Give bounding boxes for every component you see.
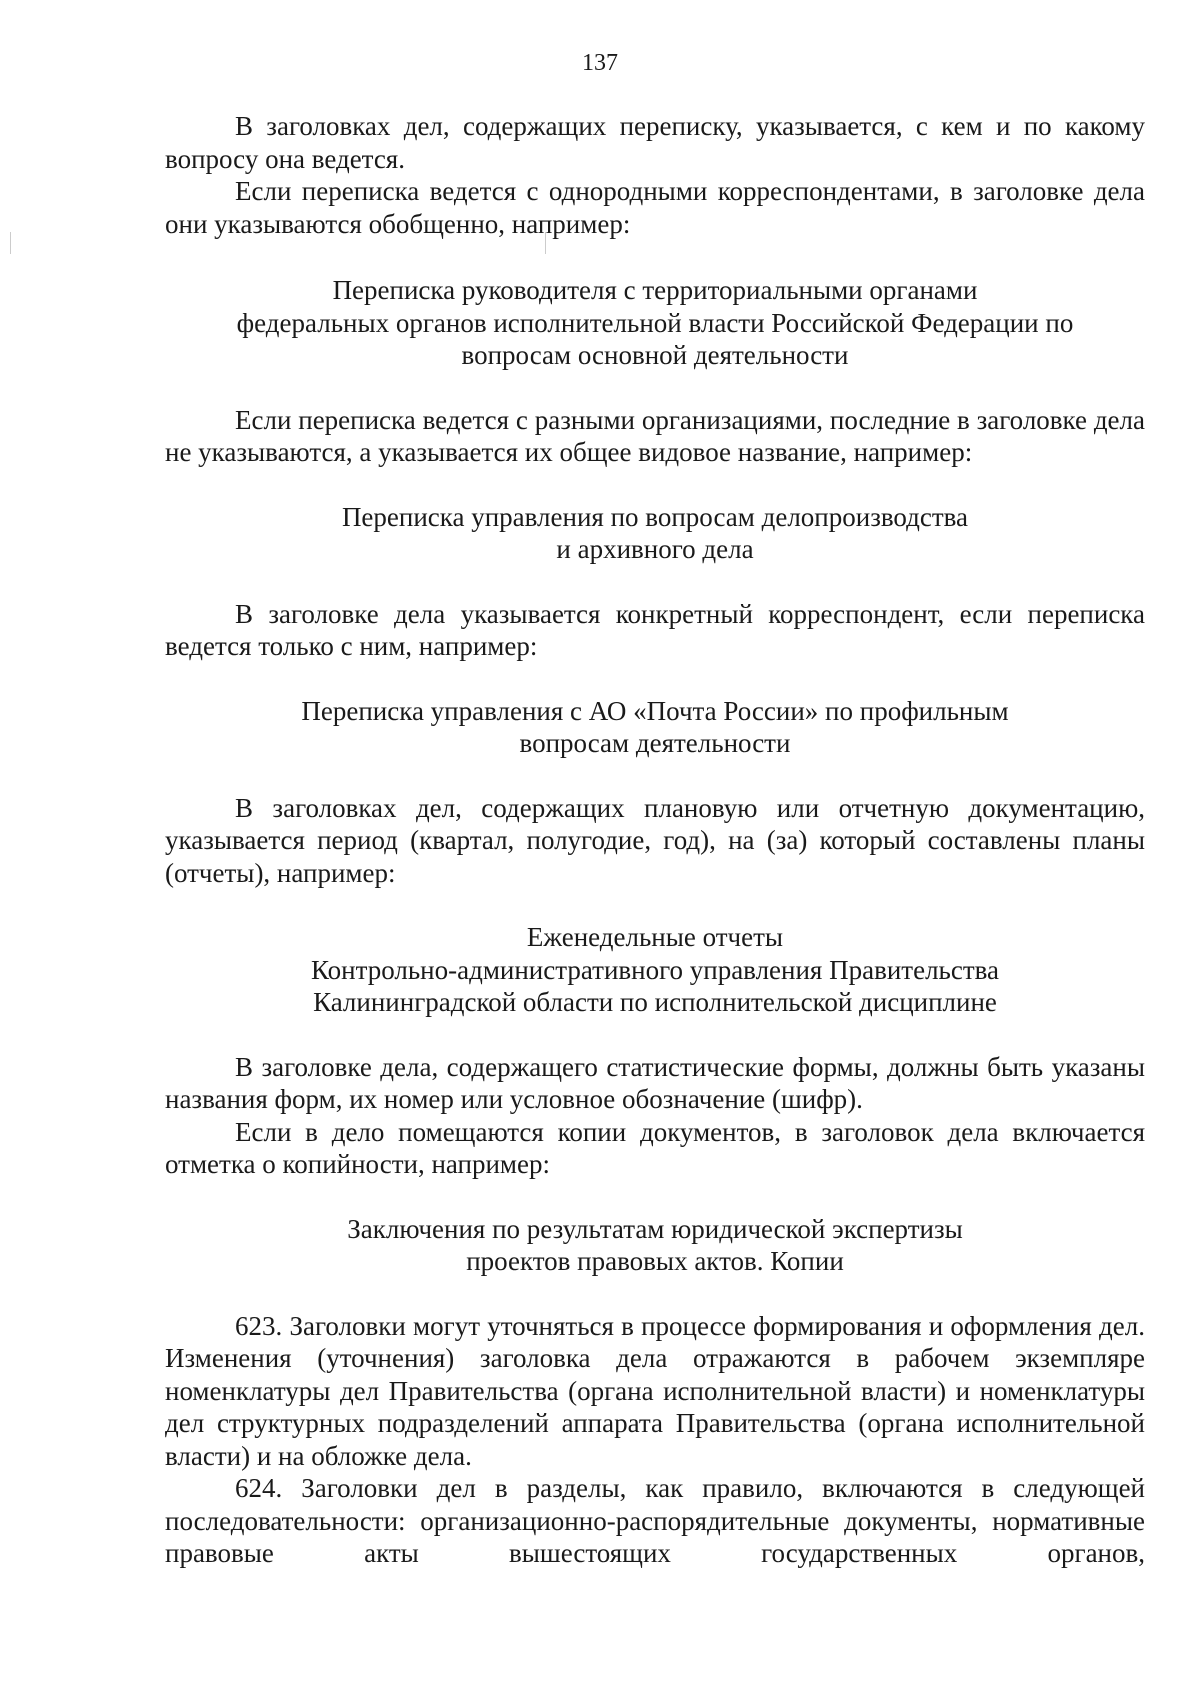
example-heading	[165, 501, 1145, 566]
example-line: и архивного дела	[556, 534, 754, 564]
paragraph: В заголовках дел, содержащих плановую или отчетную документацию, указывается период (квартал, полугодие, год), на (за) который составлены планы (отчеты), например:	[165, 792, 1145, 888]
paragraph: В заголовках дел, содержащих переписку, указывается, с кем и по какому вопросу она ведется.	[165, 111, 1145, 174]
example-heading	[165, 921, 1145, 1019]
example-line: проектов правовых актов. Копии	[466, 1246, 844, 1276]
document-body	[165, 110, 1145, 1570]
example-line: федеральных органов исполнительной власти Российской Федерации по	[236, 307, 1074, 338]
paragraph: 624. Заголовки дел в разделы, как правило, включаются в следующей последовательности: организационно-распорядительные документы, нормативные правовые акты вышестоящих государственных органов,	[165, 1473, 1145, 1568]
example-line: Контрольно-административного управления Правительства	[310, 954, 1000, 985]
example-line: Еженедельные отчеты	[526, 922, 784, 952]
example-heading	[165, 695, 1145, 760]
example-line: Переписка управления с АО «Почта России» по профильным	[301, 695, 1009, 726]
example-line: Заключения по результатам юридической экспертизы	[347, 1213, 963, 1244]
example-heading	[165, 1213, 1145, 1278]
example-line: вопросам деятельности	[519, 728, 791, 758]
paragraph: В заголовке дела указывается конкретный корреспондент, если переписка ведется только с ним, например:	[165, 598, 1145, 661]
scan-artifact	[10, 232, 11, 254]
paragraph: 623. Заголовки могут уточняться в процессе формирования и оформления дел. Изменения (уточнения) заголовка дела отражаются в рабочем экземпляре номенклатуры дел Правительства (органа исполнительной власти) и номенклатуры дел структурных подразделений аппарата Правительства (органа исполнительной власти) и на обложке дела.	[165, 1310, 1145, 1471]
paragraph: Если переписка ведется с разными организациями, последние в заголовке дела не указываются, а указывается их общее видовое название, например:	[165, 404, 1145, 467]
paragraph: Если переписка ведется с однородными корреспондентами, в заголовке дела они указываются обобщенно, например:	[165, 176, 1145, 239]
example-line: Переписка руководителя с территориальными органами	[332, 275, 978, 305]
paragraph: В заголовке дела, содержащего статистические формы, должны быть указаны названия форм, их номер или условное обозначение (шифр).	[165, 1051, 1145, 1114]
example-heading	[165, 274, 1145, 372]
page-number: 137	[582, 50, 618, 76]
example-line: Калининградской области по исполнительской дисциплине	[313, 987, 997, 1017]
example-line: Переписка управления по вопросам делопроизводства	[341, 501, 969, 532]
example-line: вопросам основной деятельности	[461, 340, 849, 370]
paragraph: Если в дело помещаются копии документов, в заголовок дела включается отметка о копийности, например:	[165, 1116, 1145, 1179]
